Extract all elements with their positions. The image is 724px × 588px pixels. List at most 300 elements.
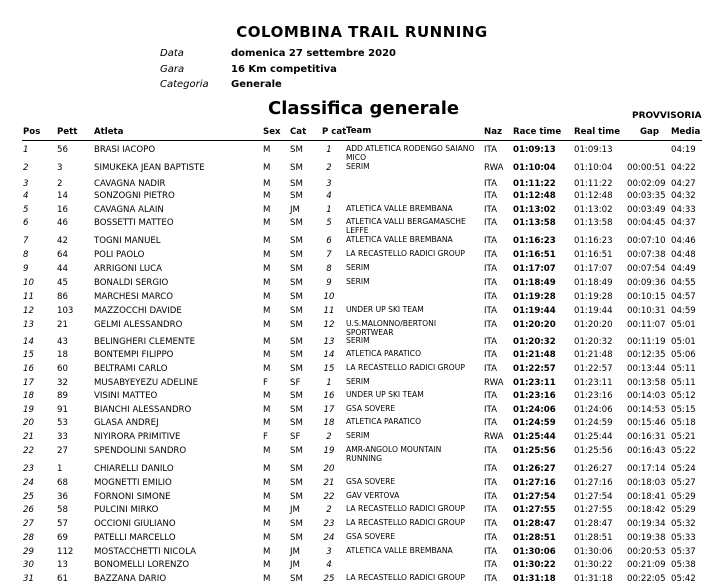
cell-sex: M	[263, 292, 271, 302]
cell-athlete: BONTEMPI FILIPPO	[94, 350, 174, 360]
cell-pett: 36	[57, 492, 68, 502]
cell-gap: 00:18:41	[627, 492, 666, 502]
cell-pos: 24	[23, 478, 34, 488]
cell-avg: 04:19	[671, 145, 696, 155]
cell-gap: 00:13:58	[627, 378, 666, 388]
cell-race-time: 01:26:27	[513, 464, 556, 474]
header-gap: Gap	[640, 127, 660, 137]
cell-sex: F	[263, 432, 268, 442]
cell-pett: 27	[57, 446, 68, 456]
cell-sex: M	[263, 492, 271, 502]
cell-real-time: 01:27:55	[574, 505, 613, 515]
cell-pos: 17	[23, 378, 34, 388]
cell-cat: SM	[290, 306, 303, 316]
cell-race-time: 01:13:02	[513, 205, 556, 215]
cell-team: LA RECASTELLO RADICI GROUP	[346, 363, 465, 372]
cell-gap: 00:22:05	[627, 574, 666, 584]
cell-naz: ITA	[484, 547, 497, 557]
cell-cat: SM	[290, 492, 303, 502]
cell-pcat: 17	[323, 405, 335, 415]
cell-pcat: 2	[326, 163, 332, 173]
cell-athlete: MAZZOCCHI DAVIDE	[94, 306, 182, 316]
cell-athlete: TOGNI MANUEL	[94, 236, 161, 246]
cell-naz: ITA	[484, 478, 497, 488]
cell-pcat: 4	[326, 560, 332, 570]
cell-pcat: 19	[323, 446, 335, 456]
cell-naz: ITA	[484, 306, 497, 316]
cell-avg: 05:42	[671, 574, 696, 584]
cell-avg: 04:27	[671, 179, 696, 189]
cell-cat: SM	[290, 337, 303, 347]
cell-gap: 00:04:45	[627, 218, 666, 228]
cell-avg: 05:29	[671, 505, 696, 515]
cell-naz: ITA	[484, 492, 497, 502]
cell-gap: 00:00:51	[627, 163, 666, 173]
cell-team: SERIM	[346, 263, 370, 272]
cell-pos: 3	[23, 179, 29, 189]
cell-gap: 00:07:54	[627, 264, 666, 274]
cell-real-time: 01:13:58	[574, 218, 613, 228]
cell-gap: 00:14:53	[627, 405, 666, 415]
cell-pos: 7	[23, 236, 29, 246]
cell-real-time: 01:20:20	[574, 320, 613, 330]
cell-sex: M	[263, 306, 271, 316]
cell-naz: ITA	[484, 250, 497, 260]
cell-race-time: 01:23:11	[513, 378, 556, 388]
cell-pcat: 22	[323, 492, 335, 502]
header-cat: Cat	[290, 127, 307, 137]
cell-pos: 29	[23, 547, 34, 557]
cell-pett: 21	[57, 320, 68, 330]
cell-real-time: 01:16:51	[574, 250, 613, 260]
cell-naz: ITA	[484, 292, 497, 302]
cell-athlete: BELTRAMI CARLO	[94, 364, 168, 374]
cell-pett: 103	[57, 306, 74, 316]
cell-pos: 13	[23, 320, 34, 330]
header-pcat: P cat	[322, 127, 347, 137]
cell-sex: M	[263, 337, 271, 347]
cell-team: ATLETICA VALLE BREMBANA	[346, 235, 453, 244]
cell-pcat: 3	[326, 547, 332, 557]
cell-avg: 05:32	[671, 519, 696, 529]
cell-real-time: 01:22:57	[574, 364, 613, 374]
cell-pett: 112	[57, 547, 74, 557]
cell-pcat: 13	[323, 337, 335, 347]
cell-avg: 04:32	[671, 191, 696, 201]
cell-pos: 4	[23, 191, 29, 201]
cell-pcat: 21	[323, 478, 335, 488]
cell-cat: SM	[290, 292, 303, 302]
cell-real-time: 01:30:22	[574, 560, 613, 570]
cell-pett: 1	[57, 464, 63, 474]
cell-pett: 14	[57, 191, 68, 201]
cell-team: UNDER UP SKI TEAM	[346, 305, 424, 314]
cell-real-time: 01:17:07	[574, 264, 613, 274]
cell-pett: 69	[57, 533, 68, 543]
cell-avg: 05:38	[671, 560, 696, 570]
cell-pos: 12	[23, 306, 34, 316]
cell-sex: M	[263, 418, 271, 428]
cell-pett: 86	[57, 292, 68, 302]
cell-cat: SM	[290, 364, 303, 374]
cell-athlete: GLASA ANDREJ	[94, 418, 159, 428]
cell-cat: SM	[290, 250, 303, 260]
cell-athlete: CHIARELLI DANILO	[94, 464, 174, 474]
cell-pos: 14	[23, 337, 34, 347]
cell-race-time: 01:21:48	[513, 350, 556, 360]
cell-avg: 04:55	[671, 278, 696, 288]
table-row	[0, 478, 724, 492]
table-row	[0, 560, 724, 574]
cell-race-time: 01:30:22	[513, 560, 556, 570]
cell-athlete: MARCHESI MARCO	[94, 292, 174, 302]
cell-sex: M	[263, 218, 271, 228]
cell-naz: RWA	[484, 163, 504, 173]
cell-sex: M	[263, 560, 271, 570]
cell-cat: SM	[290, 519, 303, 529]
cell-pos: 8	[23, 250, 29, 260]
cell-pos: 2	[23, 163, 29, 173]
cell-pcat: 2	[326, 432, 332, 442]
cell-sex: M	[263, 205, 271, 215]
header-athlete: Atleta	[94, 127, 124, 137]
cell-naz: ITA	[484, 145, 497, 155]
cell-avg: 05:21	[671, 432, 696, 442]
cell-team: AMR-ANGOLO MOUNTAIN RUNNING	[346, 445, 442, 463]
cell-naz: ITA	[484, 364, 497, 374]
cell-team: ADD ATLETICA RODENGO SAIANO MICO	[346, 144, 475, 162]
cell-real-time: 01:12:48	[574, 191, 613, 201]
cell-avg: 05:01	[671, 337, 696, 347]
cell-pcat: 12	[323, 320, 335, 330]
cell-naz: ITA	[484, 560, 497, 570]
cell-pcat: 23	[323, 519, 335, 529]
cell-naz: ITA	[484, 350, 497, 360]
cell-naz: RWA	[484, 378, 504, 388]
cell-team: ATLETICA VALLI BERGAMASCHE LEFFE	[346, 217, 466, 235]
cell-sex: M	[263, 478, 271, 488]
cell-naz: ITA	[484, 320, 497, 330]
cell-avg: 05:11	[671, 364, 696, 374]
cell-race-time: 01:11:22	[513, 179, 556, 189]
table-row	[0, 250, 724, 264]
cell-pett: 89	[57, 391, 68, 401]
cell-gap: 00:15:46	[627, 418, 666, 428]
cell-naz: ITA	[484, 236, 497, 246]
cell-cat: SM	[290, 278, 303, 288]
cell-naz: ITA	[484, 391, 497, 401]
cell-real-time: 01:23:16	[574, 391, 613, 401]
cell-race-time: 01:31:18	[513, 574, 556, 584]
cell-real-time: 01:24:59	[574, 418, 613, 428]
cell-race-time: 01:20:20	[513, 320, 556, 330]
table-row	[0, 391, 724, 405]
cell-pett: 56	[57, 145, 68, 155]
cell-team: LA RECASTELLO RADICI GROUP	[346, 249, 465, 258]
cell-pett: 18	[57, 350, 68, 360]
cell-pos: 26	[23, 505, 34, 515]
cell-pett: 46	[57, 218, 68, 228]
cell-cat: SM	[290, 145, 303, 155]
cell-gap: 00:19:34	[627, 519, 666, 529]
cell-pos: 16	[23, 364, 34, 374]
cell-team: SERIM	[346, 336, 370, 345]
cell-sex: M	[263, 405, 271, 415]
cell-cat: SM	[290, 464, 303, 474]
cell-avg: 04:33	[671, 205, 696, 215]
cell-athlete: VISINI MATTEO	[94, 391, 158, 401]
cell-pos: 5	[23, 205, 29, 215]
cell-avg: 05:29	[671, 492, 696, 502]
cell-pcat: 1	[326, 378, 332, 388]
cell-team: GSA SOVERE	[346, 404, 396, 413]
cell-real-time: 01:16:23	[574, 236, 613, 246]
cell-athlete: OCCIONI GIULIANO	[94, 519, 176, 529]
cell-cat: SM	[290, 236, 303, 246]
cell-race-time: 01:27:54	[513, 492, 556, 502]
table-row	[0, 319, 724, 337]
cell-avg: 05:12	[671, 391, 696, 401]
cell-avg: 05:18	[671, 418, 696, 428]
header-avg: Media	[671, 127, 701, 137]
cell-athlete: MUSABYEYEZU ADELINE	[94, 378, 198, 388]
header-naz: Naz	[484, 127, 502, 137]
cell-pcat: 18	[323, 418, 335, 428]
cell-avg: 04:46	[671, 236, 696, 246]
cell-pos: 25	[23, 492, 34, 502]
cell-real-time: 01:27:54	[574, 492, 613, 502]
table-row	[0, 264, 724, 278]
cell-naz: ITA	[484, 218, 497, 228]
table-row	[0, 236, 724, 250]
cell-avg: 04:49	[671, 264, 696, 274]
cell-pett: 42	[57, 236, 68, 246]
cell-pos: 20	[23, 418, 34, 428]
cell-pett: 3	[57, 163, 63, 173]
cell-gap: 00:16:31	[627, 432, 666, 442]
cell-cat: SM	[290, 418, 303, 428]
cell-athlete: BAZZANA DARIO	[94, 574, 167, 584]
cell-race-time: 01:27:55	[513, 505, 556, 515]
cell-pcat: 10	[323, 292, 335, 302]
cell-cat: SM	[290, 446, 303, 456]
cell-team: ATLETICA PARATICO	[346, 417, 422, 426]
cell-team: GSA SOVERE	[346, 532, 396, 541]
cell-real-time: 01:25:44	[574, 432, 613, 442]
cell-pos: 1	[23, 145, 29, 155]
cell-pett: 44	[57, 264, 68, 274]
cell-pcat: 1	[326, 145, 332, 155]
cell-sex: M	[263, 250, 271, 260]
cell-real-time: 01:09:13	[574, 145, 613, 155]
cell-naz: ITA	[484, 264, 497, 274]
table-row	[0, 574, 724, 588]
cell-gap: 00:20:53	[627, 547, 666, 557]
cell-pett: 68	[57, 478, 68, 488]
cell-naz: ITA	[484, 446, 497, 456]
cell-gap: 00:18:03	[627, 478, 666, 488]
cell-cat: SM	[290, 264, 303, 274]
cell-avg: 05:15	[671, 405, 696, 415]
cell-pcat: 25	[323, 574, 335, 584]
cell-pos: 10	[23, 278, 34, 288]
cell-gap: 00:07:38	[627, 250, 666, 260]
cell-pett: 53	[57, 418, 68, 428]
cell-team: U.S.MALONNO/BERTONI SPORTWEAR	[346, 319, 437, 337]
cell-gap: 00:03:49	[627, 205, 666, 215]
cell-pett: 61	[57, 574, 68, 584]
cell-race-time: 01:09:13	[513, 145, 556, 155]
cell-cat: SM	[290, 179, 303, 189]
cell-pos: 23	[23, 464, 34, 474]
cell-gap: 00:19:38	[627, 533, 666, 543]
cell-pcat: 20	[323, 464, 335, 474]
cell-athlete: BONOMELLI LORENZO	[94, 560, 190, 570]
cell-pcat: 7	[326, 250, 332, 260]
cell-real-time: 01:19:44	[574, 306, 613, 316]
cell-avg: 04:48	[671, 250, 696, 260]
cell-race-time: 01:19:28	[513, 292, 556, 302]
cell-team: GSA SOVERE	[346, 477, 396, 486]
cell-gap: 00:10:31	[627, 306, 666, 316]
cell-sex: M	[263, 391, 271, 401]
table-row	[0, 364, 724, 378]
cell-pos: 18	[23, 391, 34, 401]
status-label: PROVVISORIA	[632, 111, 702, 121]
cell-pos: 28	[23, 533, 34, 543]
cell-pos: 15	[23, 350, 34, 360]
cell-race-time: 01:17:07	[513, 264, 556, 274]
table-row	[0, 533, 724, 547]
cell-cat: SM	[290, 533, 303, 543]
cell-cat: SM	[290, 574, 303, 584]
cell-sex: M	[263, 350, 271, 360]
cell-cat: SF	[290, 378, 301, 388]
meta-category-label: Categoria	[160, 79, 209, 90]
cell-athlete: BIANCHI ALESSANDRO	[94, 405, 192, 415]
cell-naz: ITA	[484, 278, 497, 288]
cell-sex: M	[263, 191, 271, 201]
cell-pcat: 1	[326, 205, 332, 215]
cell-pos: 11	[23, 292, 34, 302]
cell-naz: ITA	[484, 405, 497, 415]
meta-date-value: domenica 27 settembre 2020	[231, 48, 397, 59]
cell-race-time: 01:25:44	[513, 432, 556, 442]
cell-athlete: BELINGHERI CLEMENTE	[94, 337, 196, 347]
cell-real-time: 01:27:16	[574, 478, 613, 488]
cell-athlete: BOSSETTI MATTEO	[94, 218, 174, 228]
cell-race-time: 01:28:51	[513, 533, 556, 543]
cell-pos: 9	[23, 264, 29, 274]
cell-pcat: 3	[326, 179, 332, 189]
header-divider	[22, 140, 702, 141]
cell-athlete: BONALDI SERGIO	[94, 278, 169, 288]
cell-team: SERIM	[346, 377, 370, 386]
cell-pcat: 11	[323, 306, 335, 316]
cell-naz: ITA	[484, 533, 497, 543]
cell-athlete: NIYIRORA PRIMITIVE	[94, 432, 181, 442]
cell-sex: F	[263, 378, 268, 388]
table-row	[0, 217, 724, 235]
cell-team: ATLETICA VALLE BREMBANA	[346, 546, 453, 555]
cell-pett: 13	[57, 560, 68, 570]
cell-athlete: BRASI IACOPO	[94, 145, 156, 155]
cell-athlete: FORNONI SIMONE	[94, 492, 171, 502]
cell-sex: M	[263, 320, 271, 330]
cell-race-time: 01:13:58	[513, 218, 556, 228]
cell-naz: ITA	[484, 418, 497, 428]
table-row	[0, 547, 724, 561]
cell-race-time: 01:27:16	[513, 478, 556, 488]
cell-sex: M	[263, 163, 271, 173]
cell-avg: 05:11	[671, 378, 696, 388]
cell-team: SERIM	[346, 162, 370, 171]
cell-avg: 05:06	[671, 350, 696, 360]
cell-avg: 05:24	[671, 464, 696, 474]
cell-pcat: 4	[326, 191, 332, 201]
meta-race-value: 16 Km competitiva	[231, 64, 337, 75]
table-row	[0, 306, 724, 320]
cell-naz: ITA	[484, 191, 497, 201]
meta-race-label: Gara	[160, 64, 185, 75]
cell-real-time: 01:28:51	[574, 533, 613, 543]
cell-pos: 22	[23, 446, 34, 456]
cell-real-time: 01:11:22	[574, 179, 613, 189]
cell-race-time: 01:30:06	[513, 547, 556, 557]
cell-real-time: 01:31:18	[574, 574, 613, 584]
cell-race-time: 01:28:47	[513, 519, 556, 529]
cell-cat: SM	[290, 391, 303, 401]
cell-real-time: 01:25:56	[574, 446, 613, 456]
cell-gap: 00:12:35	[627, 350, 666, 360]
cell-athlete: SIMUKEKA JEAN BAPTISTE	[94, 163, 205, 173]
cell-naz: ITA	[484, 505, 497, 515]
cell-pos: 21	[23, 432, 34, 442]
cell-race-time: 01:10:04	[513, 163, 556, 173]
cell-real-time: 01:30:06	[574, 547, 613, 557]
cell-gap: 00:09:36	[627, 278, 666, 288]
cell-sex: M	[263, 145, 271, 155]
cell-gap: 00:16:43	[627, 446, 666, 456]
header-team: Team	[346, 126, 372, 136]
cell-pett: 64	[57, 250, 68, 260]
cell-race-time: 01:25:56	[513, 446, 556, 456]
cell-naz: RWA	[484, 432, 504, 442]
cell-pos: 30	[23, 560, 34, 570]
cell-gap: 00:07:10	[627, 236, 666, 246]
cell-pos: 31	[23, 574, 34, 584]
cell-pcat: 2	[326, 505, 332, 515]
cell-real-time: 01:19:28	[574, 292, 613, 302]
cell-pcat: 9	[326, 278, 332, 288]
cell-real-time: 01:13:02	[574, 205, 613, 215]
cell-naz: ITA	[484, 337, 497, 347]
cell-gap: 00:18:42	[627, 505, 666, 515]
cell-pett: 57	[57, 519, 68, 529]
cell-team: UNDER UP SKI TEAM	[346, 390, 424, 399]
cell-team: LA RECASTELLO RADICI GROUP	[346, 504, 465, 513]
cell-athlete: CAVAGNA ALAIN	[94, 205, 164, 215]
cell-avg: 04:22	[671, 163, 696, 173]
cell-cat: JM	[290, 560, 300, 570]
cell-gap: 00:03:35	[627, 191, 666, 201]
cell-sex: M	[263, 236, 271, 246]
cell-team: SERIM	[346, 277, 370, 286]
cell-gap: 00:11:19	[627, 337, 666, 347]
cell-sex: M	[263, 278, 271, 288]
cell-real-time: 01:20:32	[574, 337, 613, 347]
cell-cat: SM	[290, 218, 303, 228]
